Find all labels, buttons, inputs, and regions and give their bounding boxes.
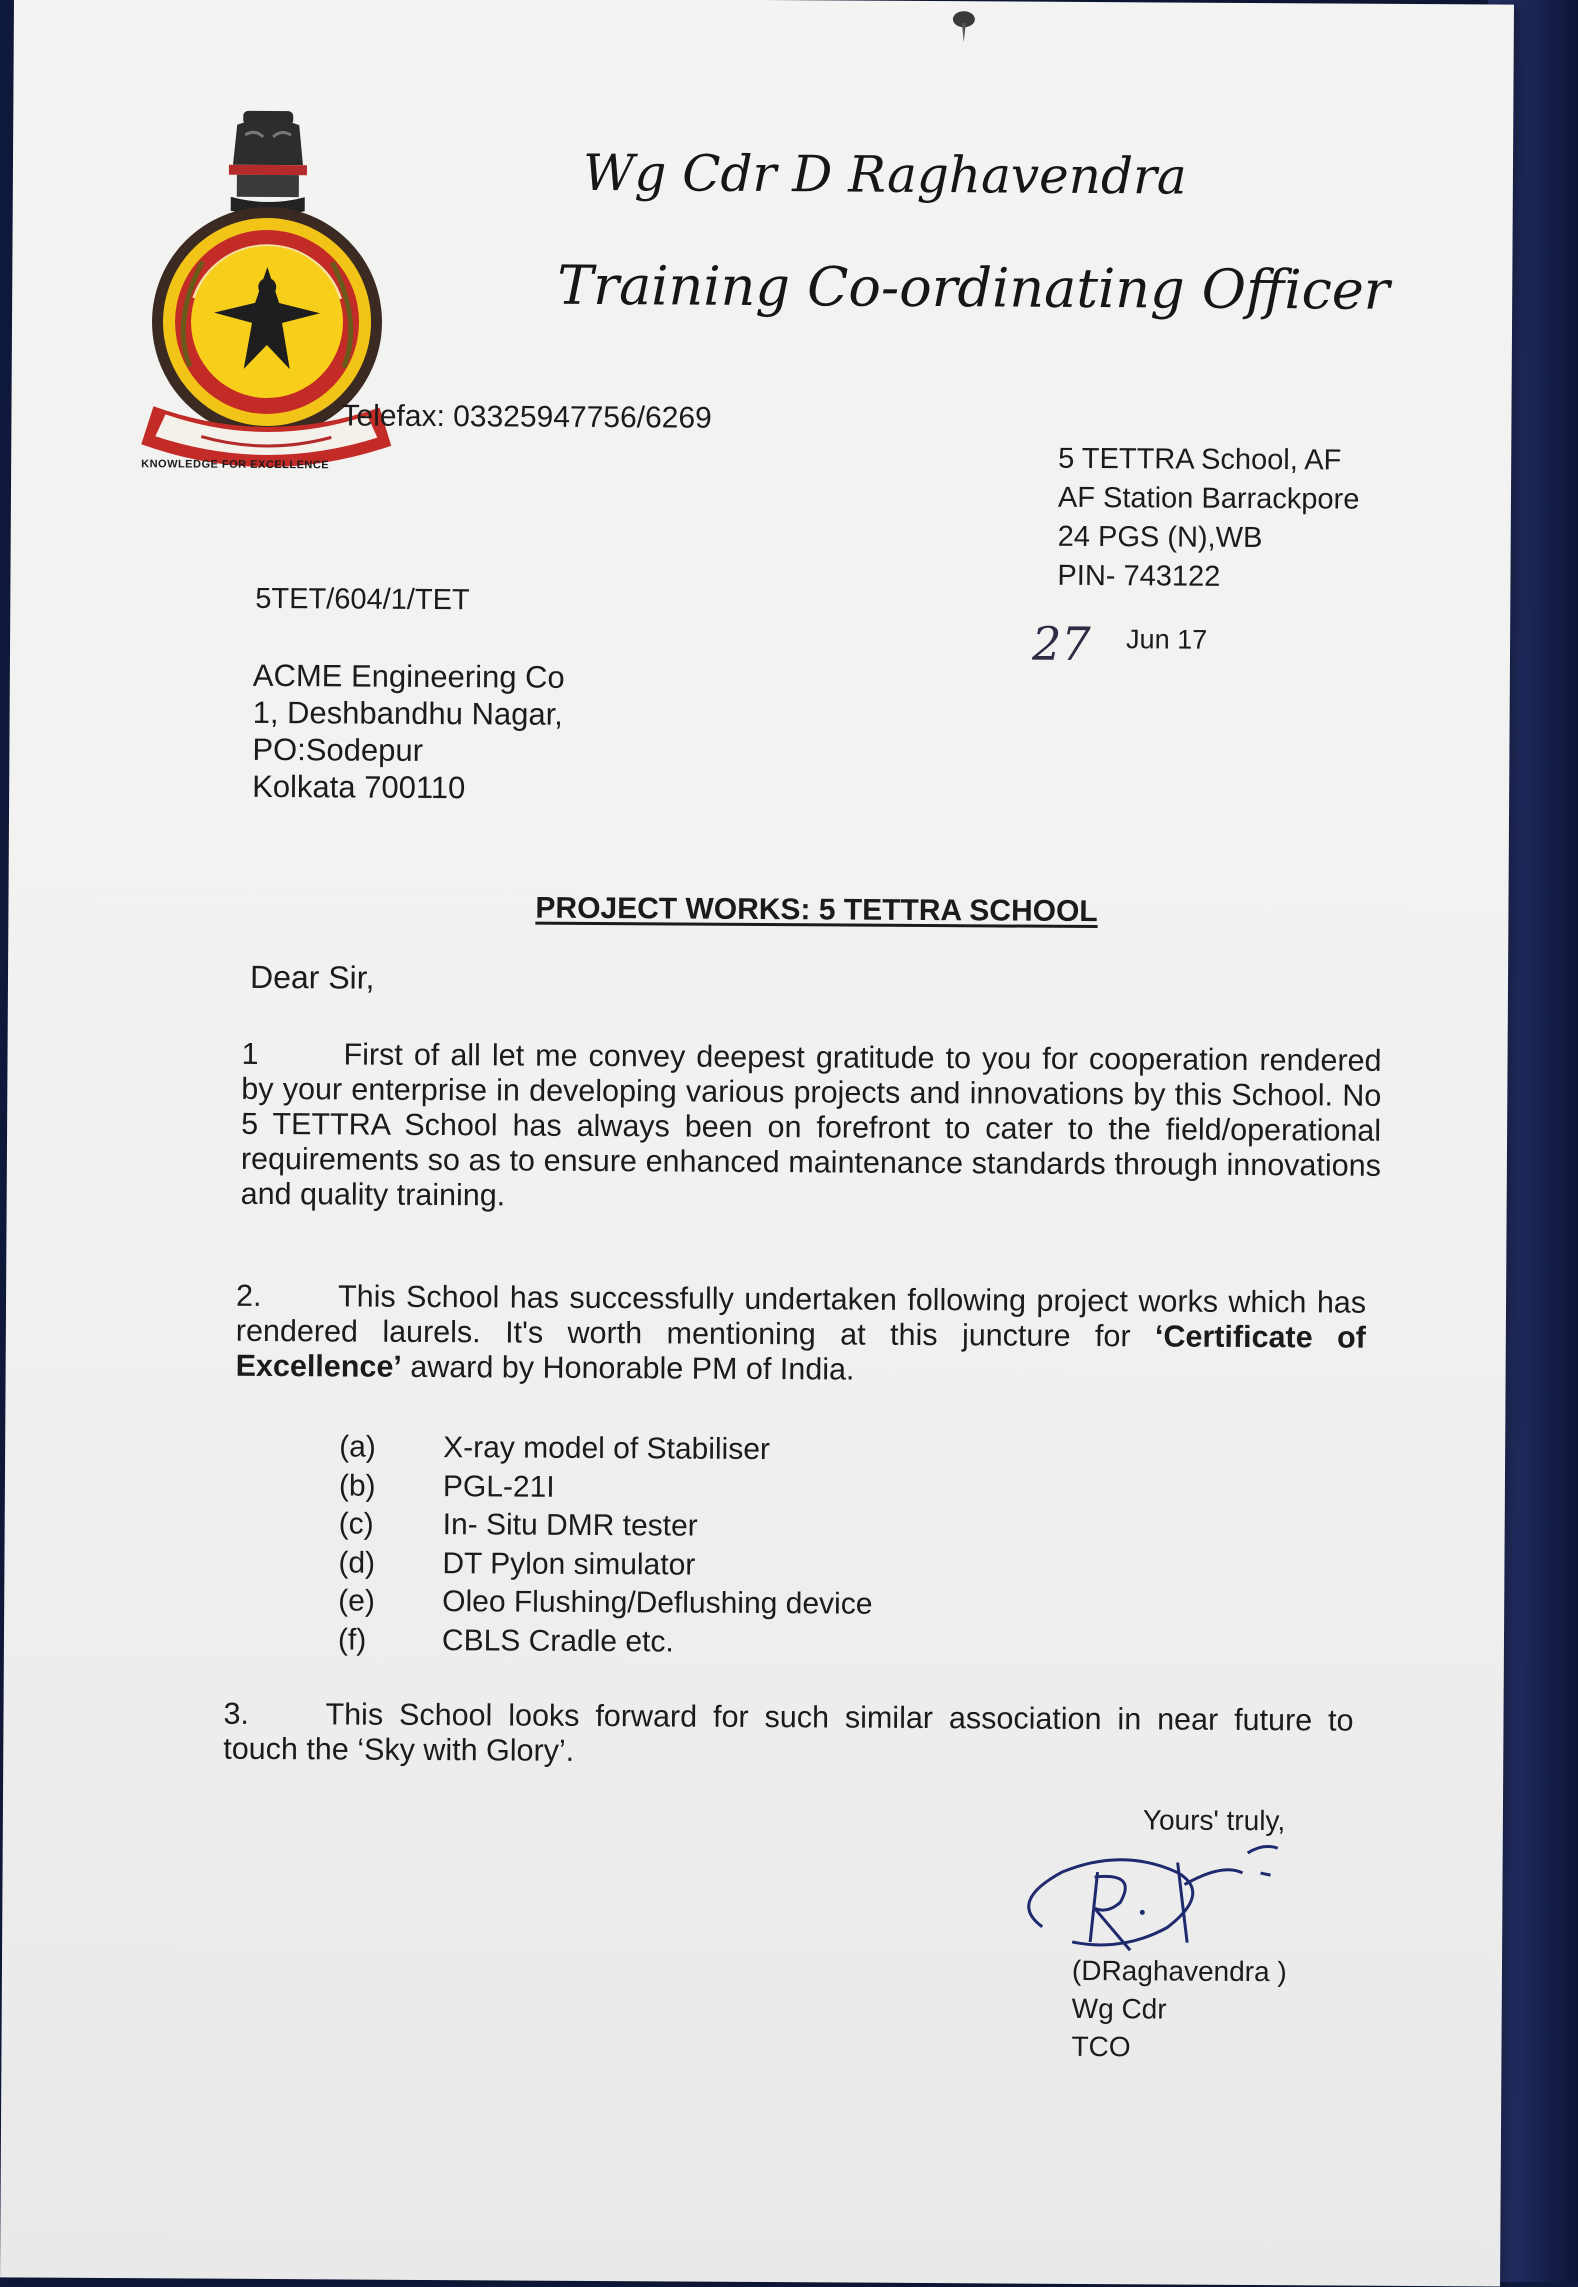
paragraph-number: 3. [223,1696,250,1731]
list-item-letter: (f) [337,1622,367,1657]
date-month-year: Jun 17 [1126,624,1208,655]
list-item [339,1507,873,1549]
list-item-letter: (a) [339,1430,376,1464]
list-item-name: In- Situ DMR tester [442,1508,698,1543]
sender-address-line: 5 TETTRA School, AF [1058,442,1342,477]
telefax: Telefax: 03325947756/6269 [341,399,712,435]
paragraph-text: This School looks forward for such similar association in near future to touch the ‘Sky with Glory’. [223,1697,1354,1768]
paragraph-number: 2. [235,1278,262,1313]
list-item-letter: (c) [338,1507,374,1541]
signatory-designation: TCO [1071,2030,1131,2063]
addressee-line: ACME Engineering Co [252,657,565,695]
salutation: Dear Sir, [249,958,375,996]
paragraph-2 [236,1279,1367,1391]
list-item [338,1546,872,1588]
list-item-name: CBLS Cradle etc. [441,1623,674,1658]
sender-address-line: PIN- 743122 [1057,559,1221,593]
paragraph-text: First of all let me convey deepest gratitude to you for cooperation rendered by your enterprise in developing various projects and innovations by this School. No 5 TETTRA School has always been on forefront to cater to the field/operational requirements so as to ensure enhanced maintenance standards through innovations and quality training. [240,1037,1382,1213]
list-item [338,1584,872,1626]
list-item [338,1623,872,1665]
sender-address [1057,440,1359,598]
signature-block [1071,1952,1286,2067]
paragraph-text: award by Honorable PM of India. [401,1349,855,1387]
officer-title: Training Co-ordinating Officer [557,253,1390,322]
list-item-letter: (d) [338,1545,376,1580]
sender-address-line: AF Station Barrackpore [1057,481,1360,516]
list-item [339,1469,873,1511]
subject-line: PROJECT WORKS: 5 TETTRA SCHOOL [535,891,1098,929]
sender-address-line: 24 PGS (N),WB [1057,520,1263,555]
addressee-line: Kolkata 700110 [252,768,466,806]
project-list [338,1430,874,1664]
paragraph-number: 1 [241,1036,259,1071]
date-day-handwritten: 27 [1031,616,1091,672]
award-name: ‘Certificate of Excellence’ [235,1319,1366,1384]
reference-number: 5TET/604/1/TET [255,582,470,617]
signatory-name: (DRaghavendra ) [1071,1954,1287,1988]
paragraph-1 [241,1037,1382,1219]
list-item-name: X-ray model of Stabiliser [443,1431,771,1467]
emblem-motto: KNOWLEDGE FOR EXCELLENCE [141,458,330,472]
signatory-rank: Wg Cdr [1071,1992,1167,2025]
list-item-name: Oleo Flushing/Deflushing device [442,1585,873,1621]
paragraph-3 [223,1697,1353,1774]
addressee-line: PO:Sodepur [252,731,424,768]
officer-name: Wg Cdr D Raghavendra [582,143,1187,206]
addressee-address [252,657,565,807]
list-item-name: DT Pylon simulator [442,1546,696,1582]
list-item-letter: (e) [338,1584,375,1618]
pushpin-icon [949,9,979,43]
valediction: Yours' truly, [1142,1804,1286,1837]
paragraph-text: This School has successfully undertaken following project works which has rendered laurels. It's worth mentioning at this juncture for [235,1279,1367,1354]
list-item-letter: (b) [338,1468,376,1503]
list-item-name: PGL-21I [442,1469,555,1504]
list-item [339,1430,873,1472]
addressee-line: 1, Deshbandhu Nagar, [252,694,563,732]
